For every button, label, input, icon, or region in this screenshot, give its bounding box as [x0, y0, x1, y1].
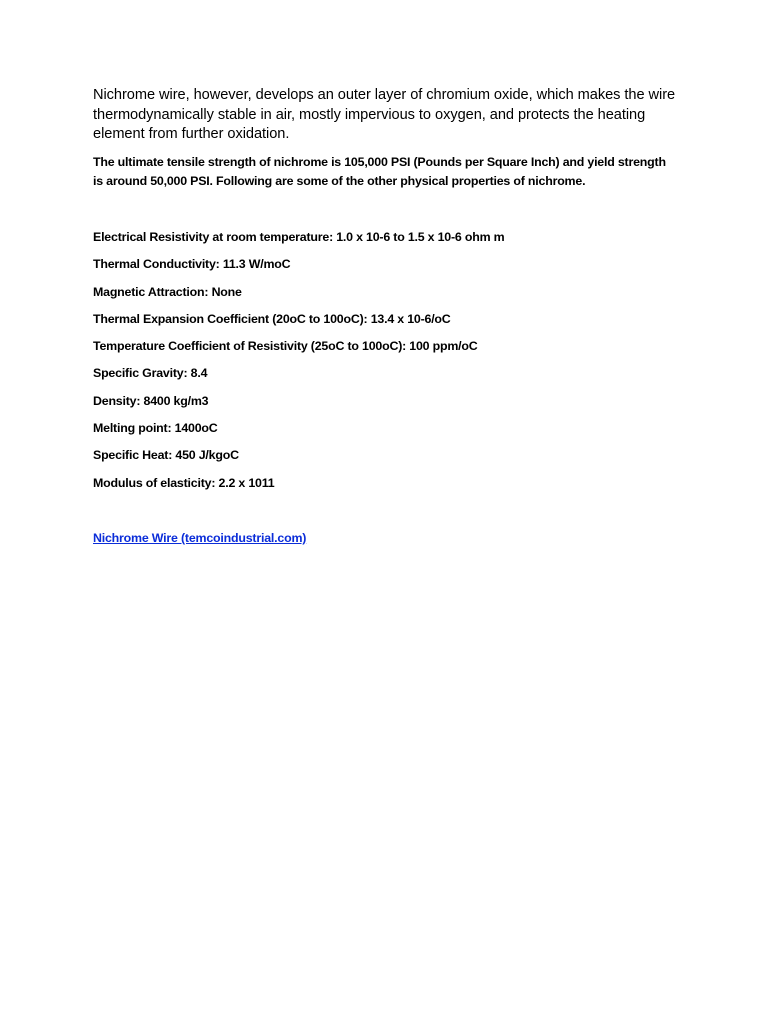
intro-paragraph: Nichrome wire, however, develops an outer layer of chromium oxide, which makes the wire thermodynamically stable in air, mostly impervious to oxygen, and protects the heating element from further oxidation. — [93, 87, 676, 142]
property-thermal-conductivity: Thermal Conductivity: 11.3 W/moC — [93, 257, 291, 272]
properties-list — [93, 227, 504, 500]
property-modulus-of-elasticity: Modulus of elasticity: 2.2 x 1011 — [93, 475, 275, 490]
property-specific-gravity: Specific Gravity: 8.4 — [93, 366, 208, 381]
property-magnetic-attraction: Magnetic Attraction: None — [93, 284, 242, 299]
property-thermal-expansion: Thermal Expansion Coefficient (20oC to 100oC): 13.4 x 10-6/oC — [93, 311, 451, 326]
property-specific-heat: Specific Heat: 450 J/kgoC — [93, 448, 239, 463]
property-density: Density: 8400 kg/m3 — [93, 393, 209, 408]
tensile-strength-paragraph: The ultimate tensile strength of nichrome is 105,000 PSI (Pounds per Square Inch) and yield strength is around 50,000 PSI. Following are some of the other physical properties of nichrome. — [93, 154, 666, 188]
property-temperature-coefficient: Temperature Coefficient of Resistivity (25oC to 100oC): 100 ppm/oC — [93, 339, 478, 354]
property-electrical-resistivity: Electrical Resistivity at room temperature: 1.0 x 10-6 to 1.5 x 10-6 ohm m — [93, 230, 505, 244]
property-melting-point: Melting point: 1400oC — [93, 421, 218, 436]
source-link[interactable]: Nichrome Wire (temcoindustrial.com) — [93, 531, 307, 545]
document-page — [93, 86, 678, 545]
